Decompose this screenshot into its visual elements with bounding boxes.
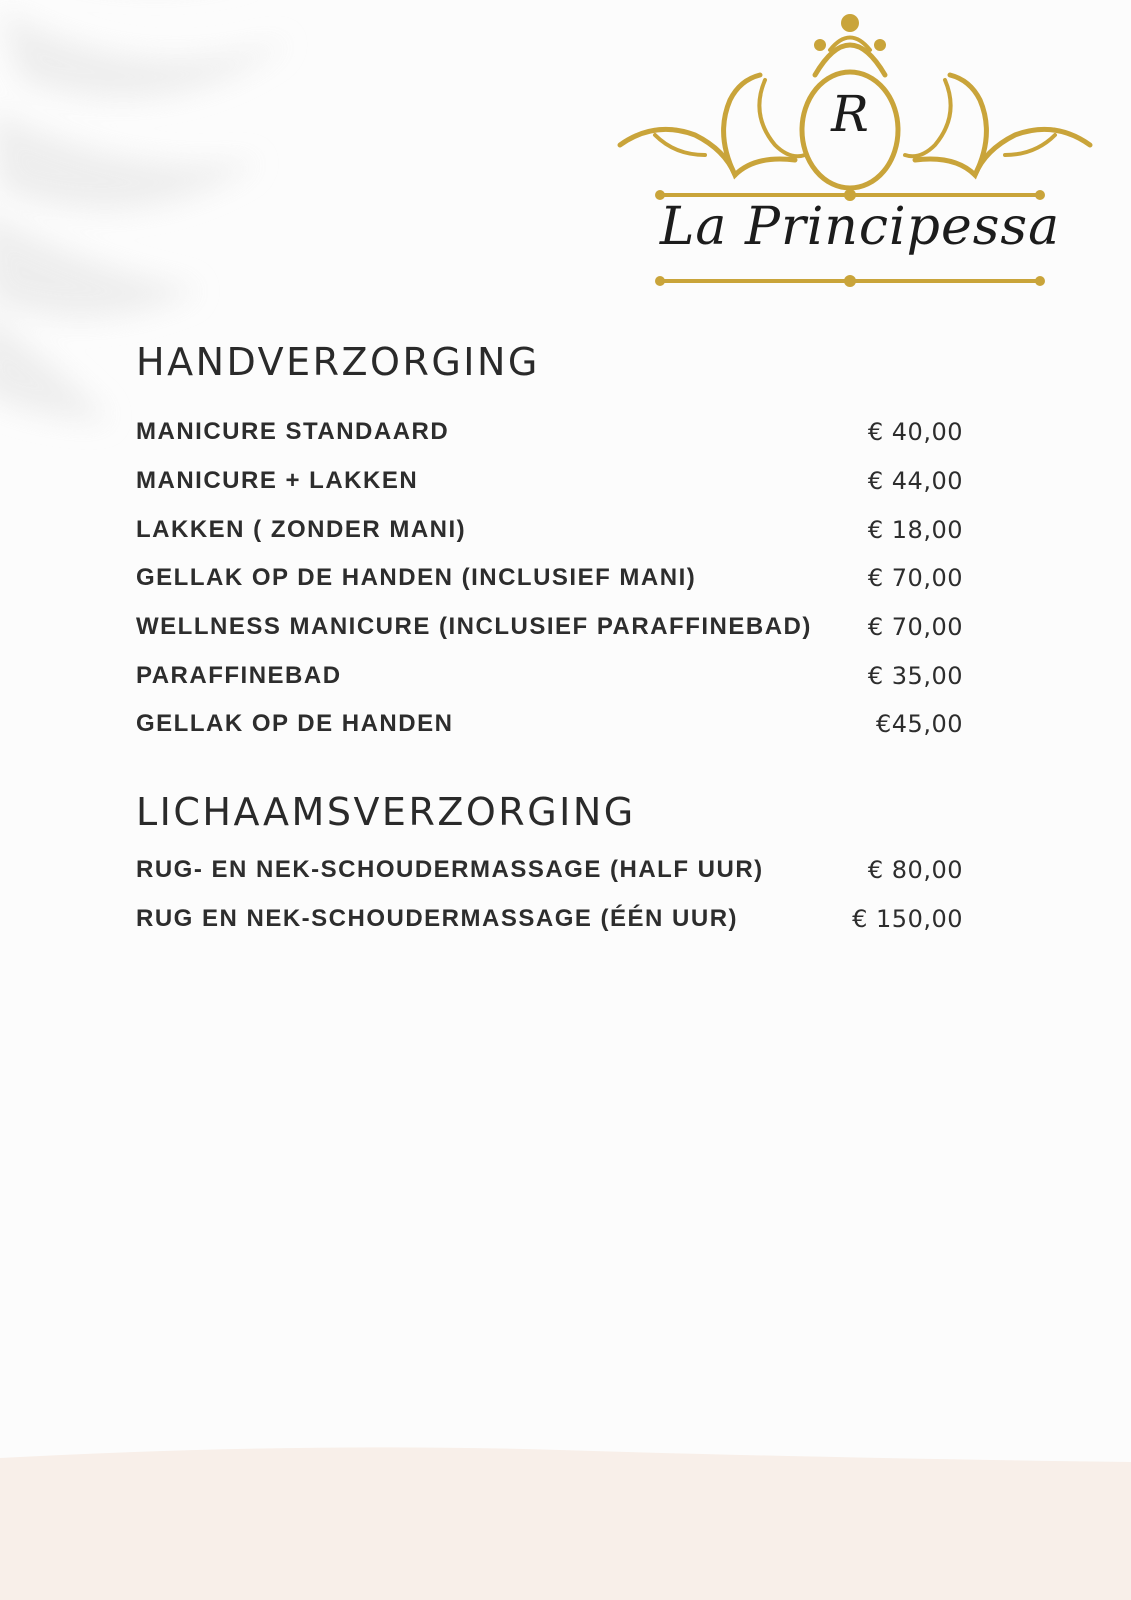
item-name: RUG- EN NEK-SCHOUDERMASSAGE (HALF UUR): [136, 856, 764, 884]
item-price: €45,00: [876, 710, 963, 739]
bottom-decorative-band: [0, 1422, 1131, 1600]
item-name: MANICURE + LAKKEN: [136, 467, 419, 495]
logo-monogram: R: [831, 85, 869, 143]
item-name: GELLAK OP DE HANDEN (INCLUSIEF MANI): [136, 564, 697, 592]
item-price: € 18,00: [867, 515, 963, 544]
item-name: MANICURE STANDAARD: [136, 418, 450, 446]
item-name: WELLNESS MANICURE (INCLUSIEF PARAFFINEBAD): [136, 613, 812, 641]
list-item: [136, 895, 963, 944]
item-price: € 35,00: [867, 661, 963, 690]
list-item: [136, 505, 963, 554]
list-item: [136, 603, 963, 652]
list-item: [136, 457, 963, 506]
item-price: € 80,00: [867, 856, 963, 885]
item-name: RUG EN NEK-SCHOUDERMASSAGE (ÉÉN UUR): [136, 905, 739, 933]
list-item: [136, 700, 963, 749]
item-price: € 70,00: [867, 564, 963, 593]
item-price: € 70,00: [867, 613, 963, 642]
list-item: [136, 846, 963, 895]
item-price: € 44,00: [867, 467, 963, 496]
item-name: GELLAK OP DE HANDEN: [136, 710, 454, 738]
section-title-handverzorging: HANDVERZORGING: [136, 340, 540, 384]
list-item: [136, 651, 963, 700]
list-item: [136, 554, 963, 603]
item-name: LAKKEN ( ZONDER MANI): [136, 515, 467, 543]
section-title-lichaamsverzorging: LICHAAMSVERZORGING: [136, 790, 636, 834]
item-price: € 150,00: [852, 905, 963, 934]
price-list-handverzorging: [136, 408, 963, 749]
item-price: € 40,00: [867, 418, 963, 447]
item-name: PARAFFINEBAD: [136, 661, 342, 689]
price-list-lichaamsverzorging: [136, 846, 963, 943]
brand-logo: [615, 5, 1105, 295]
list-item: [136, 408, 963, 457]
brand-name: La Principessa: [659, 197, 1061, 257]
